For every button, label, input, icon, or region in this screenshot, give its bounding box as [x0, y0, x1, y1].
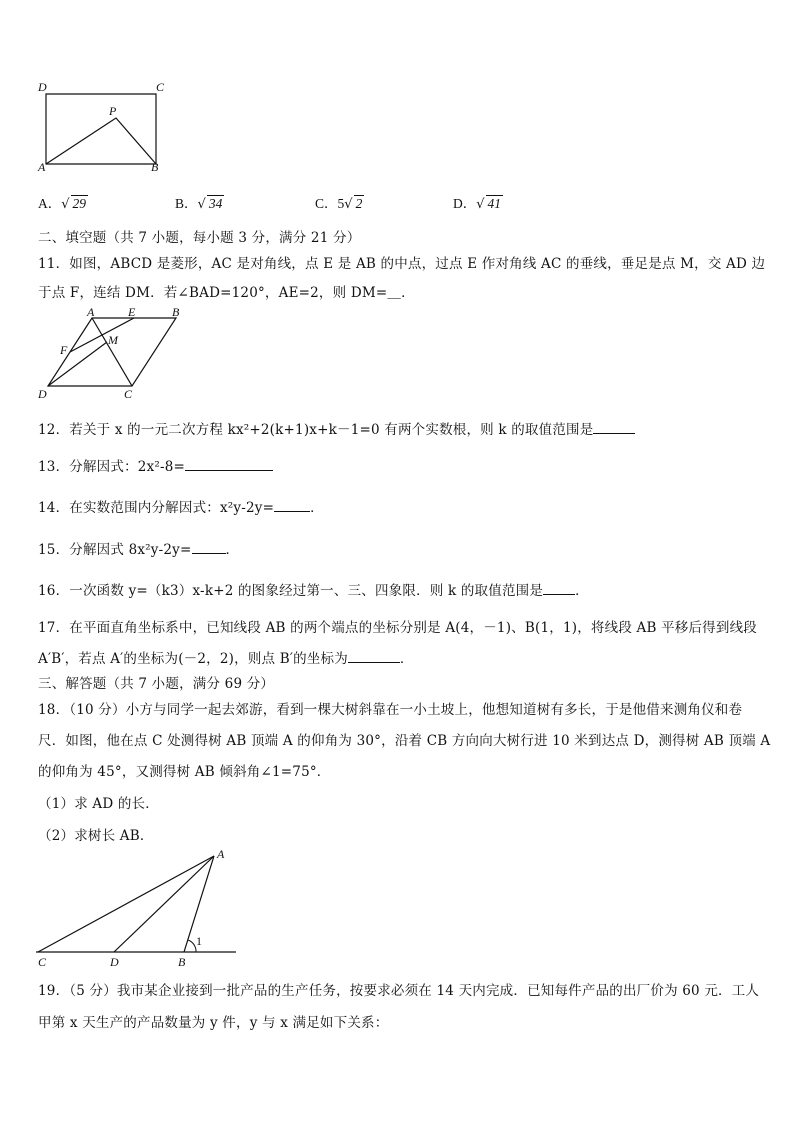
answer-blank — [543, 582, 575, 595]
q12: 12．若关于 x 的一元二次方程 kx²+2(k+1)x+k－1=0 有两个实数根，则 k 的取值范围是 — [38, 418, 635, 438]
label-A: A — [87, 306, 95, 319]
q13: 13．分解因式：2x²-8= — [38, 455, 273, 475]
answer-blank — [593, 421, 635, 434]
label-B: B — [172, 306, 180, 319]
answer-blank — [185, 458, 273, 471]
label-C: C — [38, 955, 47, 969]
label-A: A — [38, 160, 46, 174]
sqrt-icon: √ — [61, 197, 70, 212]
q19-line2: 甲第 x 天生产的产品数量为 y 件，y 与 x 满足如下关系： — [38, 1015, 389, 1031]
q18-line1: 18．（10 分）小方与同学一起去郊游，看到一棵大树斜靠在一小土坡上，他想知道树有多长，于是他借来测角仪和卷 — [38, 702, 743, 718]
label-M: M — [108, 333, 118, 347]
answer-blank — [348, 650, 400, 663]
choice-c: C．5√ 2 — [315, 196, 363, 212]
rhombus-figure — [36, 306, 186, 402]
label-B: B — [151, 160, 159, 174]
choice-b: B．√ 34 — [175, 196, 223, 212]
label-C: C — [156, 80, 165, 94]
label-E: E — [128, 306, 136, 319]
sqrt-icon: √ — [344, 197, 353, 212]
rectangle-figure — [34, 78, 174, 178]
q18-sub2: （2）求树长 AB． — [38, 828, 154, 844]
choice-a: A．√ 29 — [38, 196, 87, 212]
section2-header: 二、填空题（共 7 小题，每小题 3 分，满分 21 分） — [38, 230, 361, 246]
q11-line1: 11．如图，ABCD 是菱形，AC 是对角线，点 E 是 AB 的中点，过点 E 作对角线 AC 的垂线，垂足是点 M，交 AD 边 — [38, 256, 766, 272]
q18-line2: 尺．如图，他在点 C 处测得树 AB 顶端 A 的仰角为 30°，沿着 CB 方向向大树行进 10 米到达点 D，测得树 AB 顶端 A — [38, 733, 771, 749]
label-C: C — [124, 387, 133, 401]
q19-line1: 19．（5 分）我市某企业接到一批产品的生产任务，按要求必须在 14 天内完成．已知每件产品的出厂价为 60 元．工人 — [38, 983, 760, 999]
angle-label: 1 — [196, 934, 202, 948]
sqrt-icon: √ — [476, 197, 485, 212]
label-P: P — [109, 104, 117, 118]
answer-blank — [192, 541, 226, 554]
label-D: D — [38, 80, 47, 94]
tree-figure — [30, 842, 250, 970]
q15: 15．分解因式 8x²y-2y= ． — [38, 542, 240, 558]
label-B: B — [178, 955, 186, 969]
label-D: D — [110, 955, 119, 969]
label-A: A — [217, 847, 225, 861]
q18-line3: 的仰角为 45°，又测得树 AB 倾斜角∠1=75°． — [38, 764, 331, 780]
q14: 14．在实数范围内分解因式：x²y-2y= ． — [38, 500, 324, 516]
q16: 16．一次函数 y=（k3）x-k+2 的图象经过第一、三、四象限．则 k 的取值范围是 ． — [38, 583, 589, 599]
answer-blank — [274, 499, 310, 512]
sqrt-icon: √ — [197, 197, 206, 212]
q17-line1: 17．在平面直角坐标系中，已知线段 AB 的两个端点的坐标分别是 A(4，－1)、B(1，1)，将线段 AB 平移后得到线段 — [38, 620, 757, 636]
q18-sub1: （1）求 AD 的长． — [38, 796, 159, 812]
q17-line2: A′B′，若点 A′的坐标为(－2，2)，则点 B′的坐标为 ． — [38, 651, 414, 667]
choice-d: D．√ 41 — [453, 196, 502, 212]
section3-header: 三、解答题（共 7 小题，满分 69 分） — [38, 676, 275, 692]
label-D: D — [38, 387, 47, 401]
q11-line2: 于点 F，连结 DM．若∠BAD=120°，AE=2，则 DM=＿． — [38, 285, 415, 301]
label-F: F — [60, 343, 68, 357]
